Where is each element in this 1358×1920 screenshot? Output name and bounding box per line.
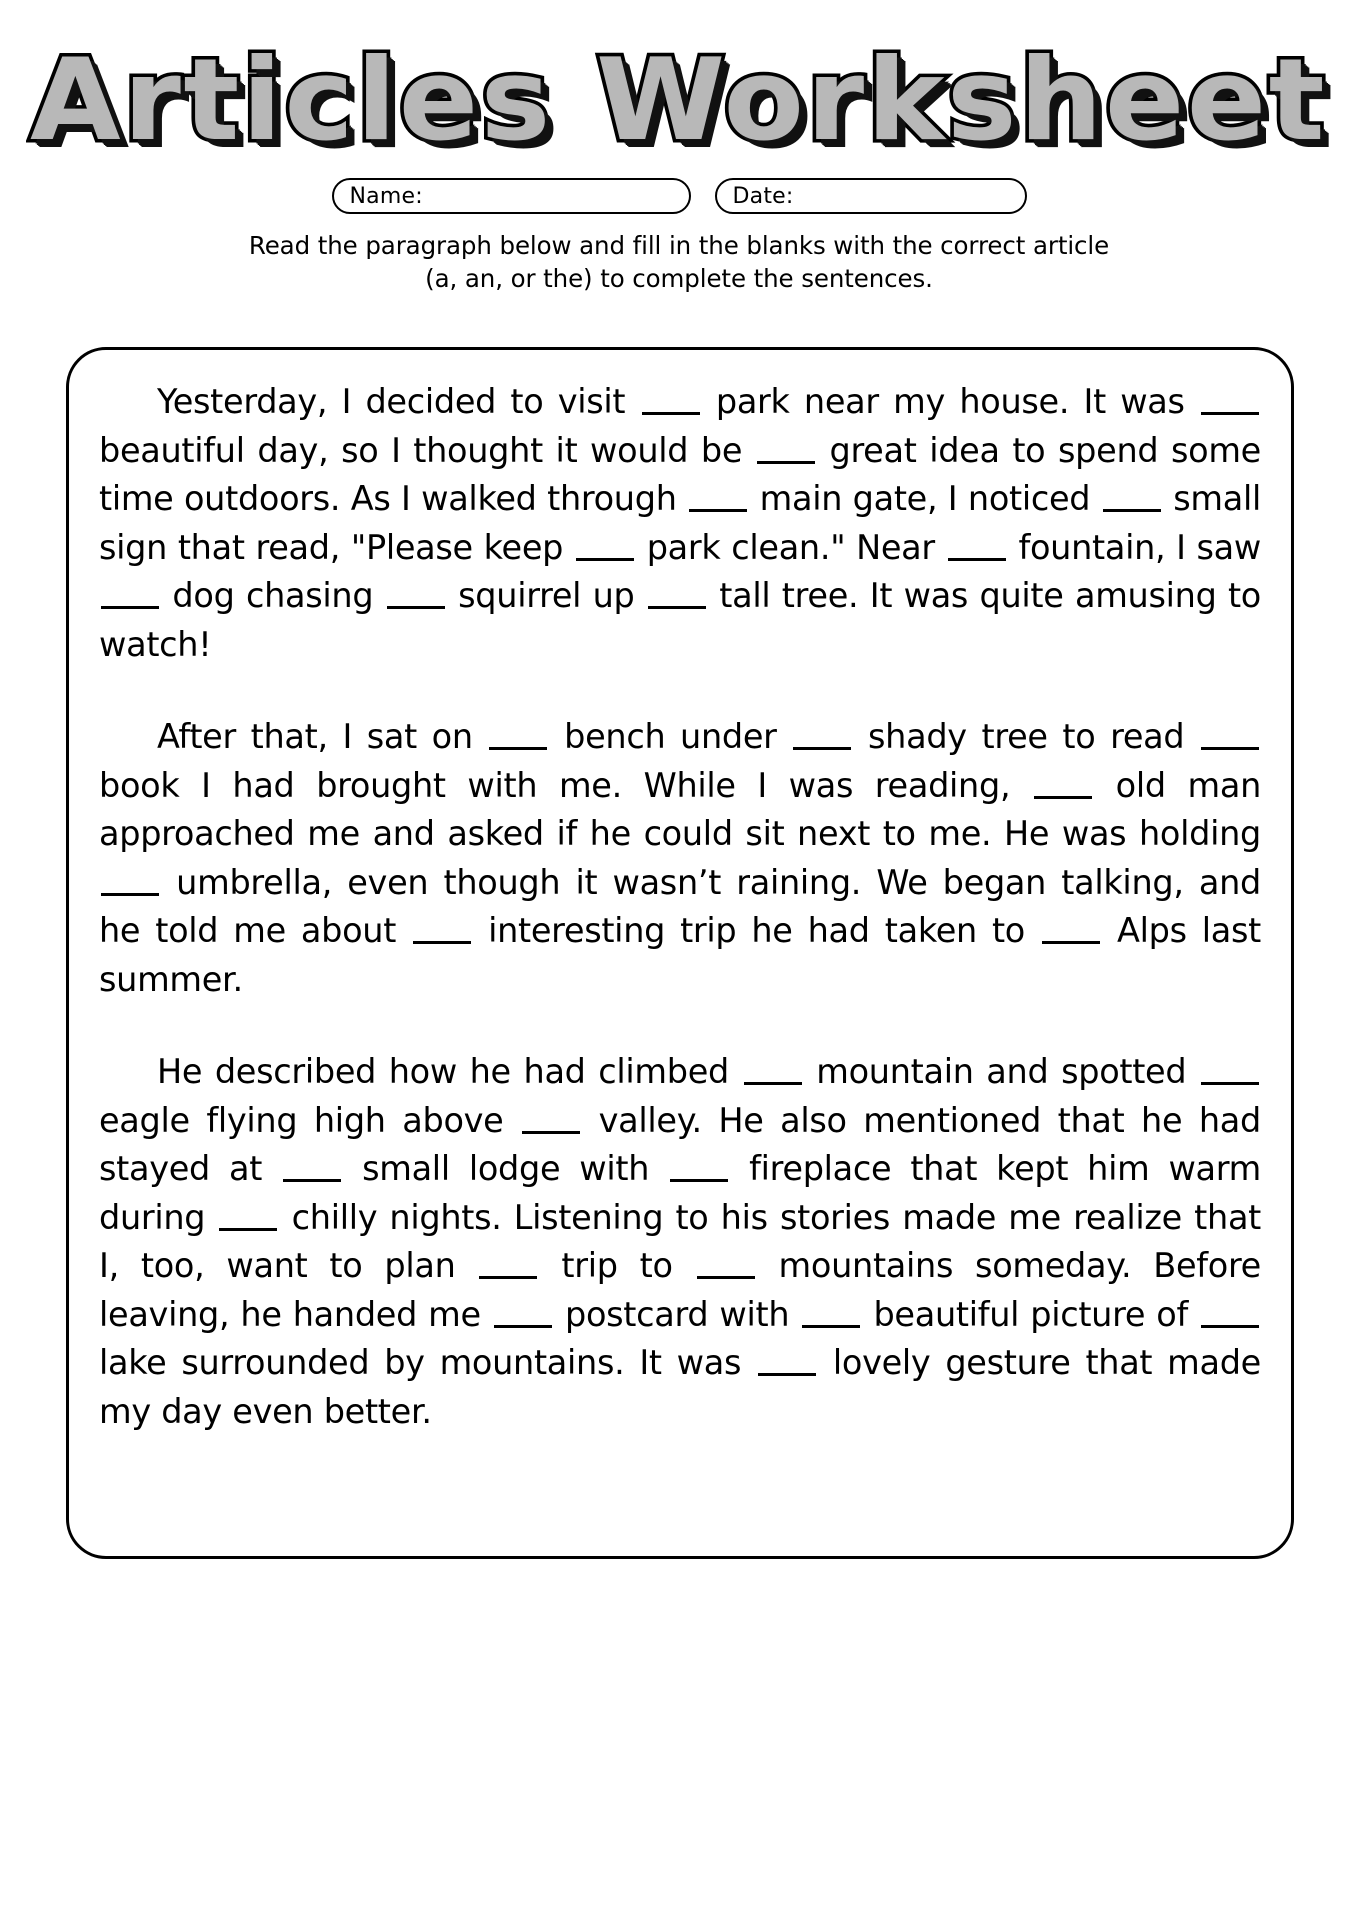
date-field-label: Date: <box>732 183 794 209</box>
answer-blank[interactable] <box>489 723 547 750</box>
answer-blank[interactable] <box>494 1301 552 1328</box>
answer-blank[interactable] <box>1201 723 1259 750</box>
answer-blank[interactable] <box>1034 772 1092 799</box>
title-area <box>0 33 1358 172</box>
answer-blank[interactable] <box>101 869 159 896</box>
instructions-line-2: (a, an, or the) to complete the sentences. <box>425 263 933 293</box>
answer-blank[interactable] <box>758 1349 816 1376</box>
answer-blank[interactable] <box>744 1058 802 1085</box>
paragraph-3: He described how he had climbed mountain and spotted eagle flying high above valley. He also mentioned that he had stayed at small lodge with fireplace that kept him warm during chilly nights. Listening to his stories made me realize that I, too, want to plan trip to mountains someday. Before leaving, he handed me postcard with beautiful picture of lake surrounded by mountains. It was lovely gesture that made my day even better. <box>99 1052 1262 1431</box>
paragraph-1: Yesterday, I decided to visit park near my house. It was beautiful day, so I thought it would be great idea to spend some time outdoors. As I walked through main gate, I noticed small sign that read, "Please keep park clean." Near fountain, I saw dog chasing squirrel up tall tree. It was quite amusing to watch! <box>99 382 1261 664</box>
answer-blank[interactable] <box>1201 1301 1259 1328</box>
date-field[interactable] <box>715 178 1027 214</box>
answer-blank[interactable] <box>1201 1058 1259 1085</box>
instructions-line-1: Read the paragraph below and fill in the blanks with the correct article <box>248 231 1110 260</box>
student-info-row <box>0 178 1358 214</box>
answer-blank[interactable] <box>689 485 747 512</box>
answer-blank[interactable] <box>802 1301 860 1328</box>
answer-blank[interactable] <box>648 582 706 609</box>
passage-box <box>66 347 1294 1559</box>
answer-blank[interactable] <box>793 723 851 750</box>
name-field-label: Name: <box>349 183 423 209</box>
answer-blank[interactable] <box>283 1155 341 1182</box>
answer-blank[interactable] <box>576 534 634 561</box>
answer-blank[interactable] <box>1103 485 1161 512</box>
answer-blank[interactable] <box>413 917 471 944</box>
answer-blank[interactable] <box>101 582 159 609</box>
answer-blank[interactable] <box>670 1155 728 1182</box>
answer-blank[interactable] <box>479 1252 537 1279</box>
answer-blank[interactable] <box>1042 917 1100 944</box>
instructions <box>0 230 1358 295</box>
answer-blank[interactable] <box>522 1107 580 1134</box>
answer-blank[interactable] <box>219 1204 277 1231</box>
name-field[interactable] <box>332 178 691 214</box>
answer-blank[interactable] <box>1201 388 1259 415</box>
answer-blank[interactable] <box>642 388 700 415</box>
page-title: Articles Worksheet <box>30 33 1328 167</box>
answer-blank[interactable] <box>387 582 445 609</box>
answer-blank[interactable] <box>697 1252 755 1279</box>
answer-blank[interactable] <box>948 534 1006 561</box>
paragraph-2: After that, I sat on bench under shady tree to read book I had brought with me. While I was reading, old man approached me and asked if he could sit next to me. He was holding umbrella, even though it wasn’t raining. We began talking, and he told me about interesting trip he had taken to Alps last summer. <box>99 717 1261 999</box>
answer-blank[interactable] <box>757 437 815 464</box>
